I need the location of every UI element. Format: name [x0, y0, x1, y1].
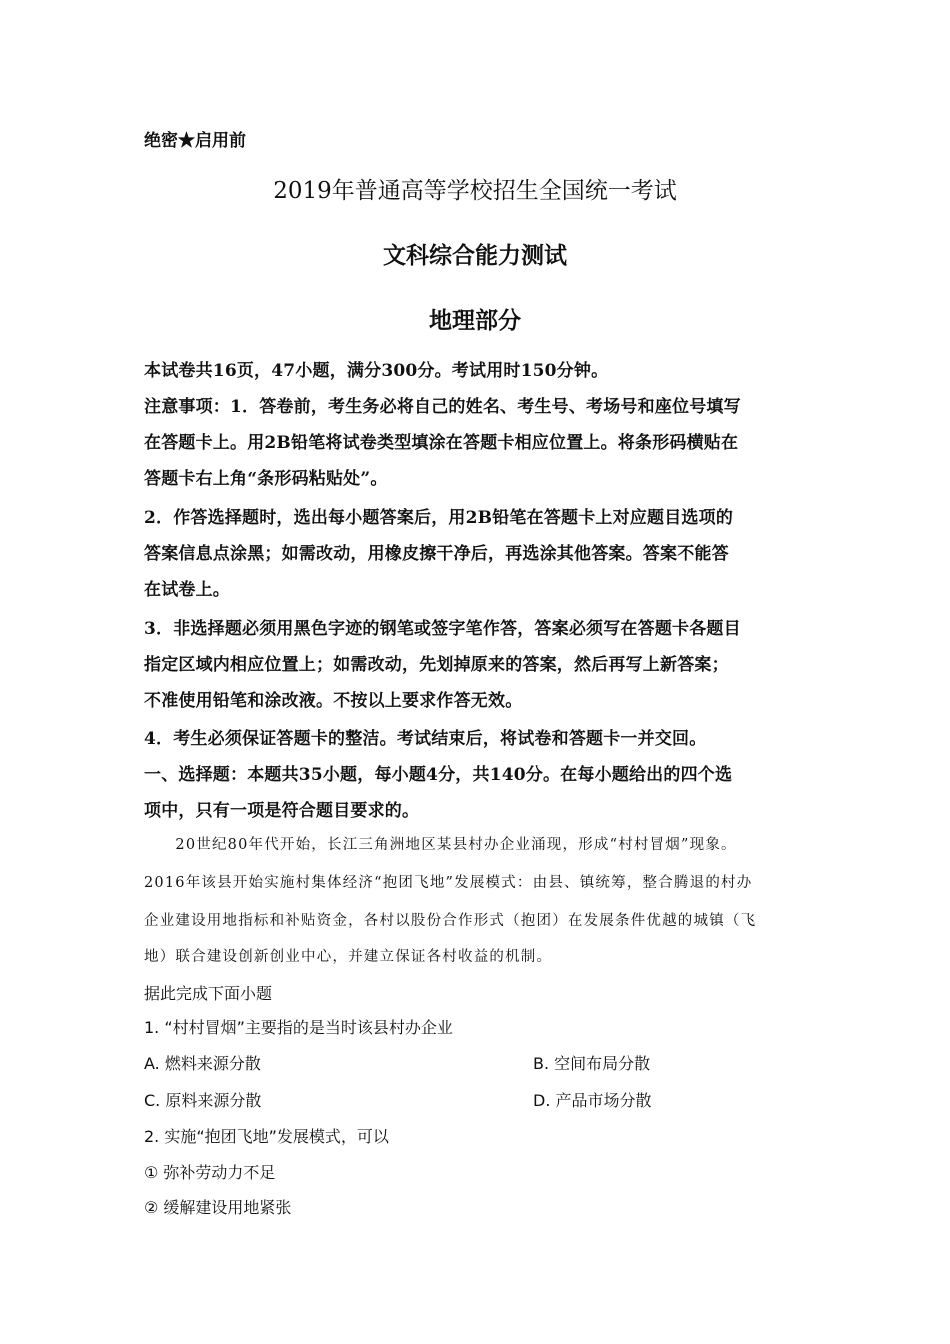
instruction-line: 注意事项：1．答卷前，考生务必将自己的姓名、考生号、考场号和座位号填写 [144, 397, 741, 417]
instruction-line: 在试卷上。 [144, 580, 230, 600]
exam-title: 2019年普通高等学校招生全国统一考试 [273, 178, 677, 204]
question-2-item: ① 弥补劳动力不足 [144, 1163, 276, 1182]
question-1-option-b: B. 空间布局分散 [533, 1054, 651, 1073]
passage-line: 地）联合建设创新创业中心，并建立保证各村收益的机制。 [144, 949, 553, 965]
instruction-line: 在答题卡上。用2B铅笔将试卷类型填涂在答题卡相应位置上。将条形码横贴在 [144, 433, 739, 453]
section-one-line: 项中，只有一项是符合题目要求的。 [144, 801, 420, 821]
instruction-line: 答题卡右上角“条形码粘贴处”。 [144, 469, 388, 489]
section-title: 地理部分 [429, 307, 521, 334]
confidential-label: 绝密★启用前 [144, 131, 246, 151]
passage-line: 2016年该县开始实施村集体经济“抱团飞地”发展模式：由县、镇统筹，整合腾退的村办 [144, 875, 753, 891]
question-1-stem: 1. “村村冒烟”主要指的是当时该县村办企业 [144, 1018, 453, 1037]
question-2-item: ② 缓解建设用地紧张 [144, 1198, 292, 1217]
question-prompt: 据此完成下面小题 [144, 984, 273, 1003]
instruction-line: 2．作答选择题时，选出每小题答案后，用2B铅笔在答题卡上对应题目选项的 [144, 508, 734, 528]
instruction-line: 本试卷共16页，47小题，满分300分。考试用时150分钟。 [144, 361, 609, 381]
instruction-line: 4．考生必须保证答题卡的整洁。考试结束后，将试卷和答题卡一并交回。 [144, 729, 707, 749]
question-2-stem: 2. 实施“抱团飞地”发展模式，可以 [144, 1127, 389, 1146]
question-1-option-c: C. 原料来源分散 [144, 1091, 262, 1110]
passage-line: 20世纪80年代开始，长江三角洲地区某县村办企业涌现，形成“村村冒烟”现象。 [144, 837, 737, 853]
instruction-line: 3．非选择题必须用黑色字迹的钢笔或签字笔作答，答案必须写在答题卡各题目 [144, 619, 741, 639]
question-1-option-a: A. 燃料来源分散 [144, 1054, 261, 1073]
passage-line: 企业建设用地指标和补贴资金，各村以股份合作形式（抱团）在发展条件优越的城镇（飞 [144, 913, 757, 929]
question-1-option-d: D. 产品市场分散 [533, 1091, 652, 1110]
section-one-line: 一、选择题：本题共35小题，每小题4分，共140分。在每小题给出的四个选 [144, 765, 733, 785]
exam-subtitle: 文科综合能力测试 [383, 242, 567, 269]
instruction-line: 答案信息点涂黑；如需改动，用橡皮擦干净后，再选涂其他答案。答案不能答 [144, 544, 729, 564]
instruction-line: 指定区域内相应位置上；如需改动，先划掉原来的答案，然后再写上新答案； [144, 655, 729, 675]
instruction-line: 不准使用铅笔和涂改液。不按以上要求作答无效。 [144, 691, 523, 711]
